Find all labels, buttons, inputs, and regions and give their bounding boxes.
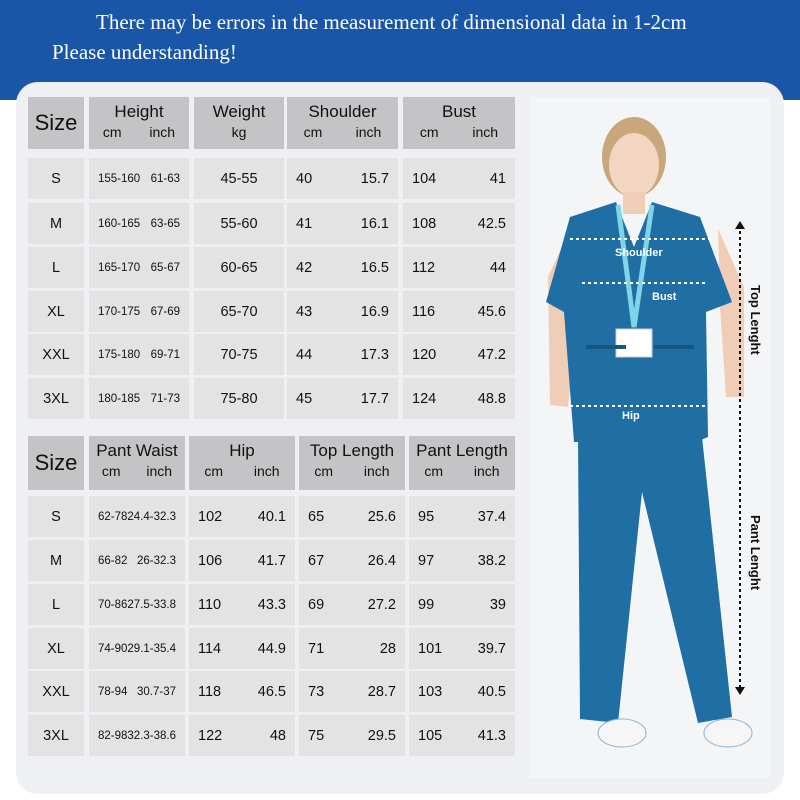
size-cell: L [28, 584, 84, 625]
column-header-title: Height [114, 102, 164, 121]
notice-line-1: There may be errors in the measurement of dimensional data in 1-2cm [96, 10, 687, 34]
cell-value-cm: 170-175 [98, 305, 141, 318]
cell-value-inch: 41 [489, 170, 506, 187]
cell-value-cm: 82-98 [98, 729, 128, 742]
cell-value-inch: 61-63 [150, 172, 180, 185]
pant-length-label: Pant Lenght [748, 515, 763, 591]
cell-value-cm: 105 [418, 727, 443, 744]
table-cell [89, 715, 185, 756]
size-cell: XXL [28, 334, 84, 375]
cell-value-inch: 39 [489, 596, 506, 613]
cell-value-cm: 40 [296, 170, 313, 187]
unit-label: inch [473, 463, 500, 479]
table-cell [189, 715, 295, 756]
cell-value-cm: 112 [412, 259, 436, 276]
size-cell: XL [28, 291, 84, 332]
model-illustration [530, 97, 771, 778]
cell-value-cm: 122 [198, 727, 223, 744]
size-cell: S [28, 158, 84, 199]
table-cell [287, 158, 398, 199]
column-header [89, 436, 185, 490]
cell-value-cm: 175-180 [98, 348, 141, 361]
unit-label: cm [101, 463, 121, 479]
table-cell [89, 584, 185, 625]
cell-value-inch: 39.7 [477, 640, 506, 657]
table-cell [89, 334, 189, 375]
cell-value-inch: 15.7 [360, 170, 389, 187]
cell-value-inch: 16.5 [360, 259, 389, 276]
table-cell [299, 628, 405, 669]
table-cell [403, 158, 515, 199]
cell-value-inch: 65-67 [150, 261, 180, 274]
cell-value-inch: 28.7 [367, 683, 396, 700]
table-cell [287, 378, 398, 419]
column-header [403, 97, 515, 149]
size-cell: L [28, 247, 84, 288]
column-header-title: Shoulder [308, 102, 377, 121]
cell-value-inch: 16.9 [360, 303, 389, 320]
cell-value-cm: 44 [296, 346, 313, 363]
cell-value-inch: 26-32.3 [136, 554, 176, 567]
unit-label: inch [146, 463, 173, 479]
cell-value-cm: 104 [412, 170, 437, 187]
cell-value-inch: 32.3-38.6 [127, 729, 177, 742]
table-cell: 75-80 [194, 378, 284, 419]
pocket-shape [654, 345, 694, 349]
cell-value-cm: 160-165 [98, 217, 141, 230]
table-cell [299, 671, 405, 712]
table-cell [189, 540, 295, 581]
table-cell [189, 671, 295, 712]
unit-label: inch [363, 463, 390, 479]
unit-label: cm [102, 124, 122, 140]
right-shoe-shape [704, 719, 752, 747]
cell-value-cm: 114 [198, 640, 222, 657]
cell-value-inch: 16.1 [360, 215, 389, 232]
cell-value-inch: 30.7-37 [136, 685, 176, 698]
column-header-title: Pant Length [416, 441, 508, 460]
cell-value-cm: 41 [296, 215, 313, 232]
table-cell [403, 334, 515, 375]
cell-value-cm: 78-94 [98, 685, 128, 698]
table-cell [409, 584, 515, 625]
cell-value-inch: 47.2 [477, 346, 506, 363]
cell-value-cm: 97 [418, 552, 435, 569]
cell-value-inch: 38.2 [477, 552, 506, 569]
table-cell [409, 715, 515, 756]
cell-value-cm: 43 [296, 303, 313, 320]
cell-value-cm: 66-82 [98, 554, 128, 567]
cell-value-cm: 110 [198, 596, 222, 613]
column-header [194, 97, 284, 149]
unit-label: cm [303, 124, 323, 140]
unit-label: cm [419, 124, 439, 140]
column-header [299, 436, 405, 490]
table-cell [89, 496, 185, 537]
cell-value-inch: 29.1-35.4 [127, 642, 177, 655]
table-cell [89, 628, 185, 669]
column-header-title: Top Length [309, 441, 395, 460]
cell-value-cm: 71 [308, 640, 325, 657]
cell-value-cm: 118 [198, 683, 222, 700]
hip-label: Hip [622, 410, 640, 422]
cell-value-inch: 41.7 [257, 552, 286, 569]
size-cell: S [28, 496, 84, 537]
cell-value-inch: 69-71 [150, 348, 180, 361]
unit-label: cm [424, 463, 444, 479]
cell-value-cm: 42 [296, 259, 313, 276]
cell-value-inch: 25.6 [367, 508, 396, 525]
table-cell: 65-70 [194, 291, 284, 332]
cell-value-inch: 17.3 [360, 346, 389, 363]
cell-value-cm: 75 [308, 727, 325, 744]
column-header-title: Bust [441, 102, 477, 121]
size-cell: M [28, 203, 84, 244]
arrow-down-icon [735, 687, 745, 695]
cell-value-inch: 29.5 [367, 727, 396, 744]
cell-value-inch: 46.5 [257, 683, 286, 700]
column-header-title: Hip [229, 441, 255, 460]
table-cell: 55-60 [194, 203, 284, 244]
cell-value-inch: 40.1 [257, 508, 286, 525]
table-cell [89, 203, 189, 244]
cell-value-cm: 74-90 [98, 642, 128, 655]
table-cell [299, 715, 405, 756]
column-header [89, 97, 189, 149]
table-cell [403, 291, 515, 332]
cell-value-inch: 26.4 [367, 552, 396, 569]
face-shape [609, 133, 659, 197]
table-cell [89, 671, 185, 712]
size-cell: 3XL [28, 378, 84, 419]
bust-label: Bust [652, 291, 677, 303]
cell-value-cm: 70-86 [98, 598, 128, 611]
table-cell [287, 291, 398, 332]
column-header-units [403, 124, 515, 140]
cell-value-inch: 40.5 [477, 683, 506, 700]
cell-value-inch: 28 [379, 640, 396, 657]
cell-value-cm: 116 [412, 303, 436, 320]
shoulder-label: Shoulder [615, 247, 663, 259]
table-cell [409, 540, 515, 581]
unit-label: inch [472, 124, 499, 140]
table-cell [287, 334, 398, 375]
column-header [409, 436, 515, 490]
column-header [287, 97, 398, 149]
column-header-title: Pant Waist [96, 441, 178, 460]
column-header-units [287, 124, 398, 140]
cell-value-cm: 180-185 [98, 392, 141, 405]
left-shoe-shape [598, 719, 646, 747]
column-header-units [194, 124, 284, 140]
cell-value-inch: 43.3 [257, 596, 286, 613]
table-cell [89, 247, 189, 288]
column-header-units [409, 463, 515, 479]
cell-value-inch: 41.3 [477, 727, 506, 744]
table-cell [299, 540, 405, 581]
size-cell: M [28, 540, 84, 581]
cell-value-inch: 27.5-33.8 [127, 598, 177, 611]
cell-value-inch: 44 [489, 259, 506, 276]
cell-value-cm: 108 [412, 215, 437, 232]
cell-value-cm: 155-160 [98, 172, 141, 185]
cell-value-inch: 48 [269, 727, 286, 744]
table-cell [403, 378, 515, 419]
table-cell [409, 671, 515, 712]
column-header-units [89, 463, 185, 479]
unit-label: cm [314, 463, 334, 479]
table-cell [189, 496, 295, 537]
table-cell [409, 628, 515, 669]
cell-value-inch: 17.7 [360, 390, 389, 407]
table-cell [409, 496, 515, 537]
pocket-shape [586, 345, 626, 349]
cell-value-inch: 45.6 [477, 303, 506, 320]
size-column-header: Size [28, 97, 84, 149]
table-cell: 70-75 [194, 334, 284, 375]
cell-value-inch: 63-65 [150, 217, 180, 230]
badge-shape [616, 329, 652, 357]
unit-label: kg [231, 124, 247, 140]
cell-value-cm: 95 [418, 508, 435, 525]
table-cell [403, 247, 515, 288]
cell-value-cm: 67 [308, 552, 325, 569]
cell-value-cm: 101 [418, 640, 443, 657]
table-cell [287, 203, 398, 244]
cell-value-inch: 37.4 [477, 508, 506, 525]
table-cell [89, 540, 185, 581]
cell-value-inch: 42.5 [477, 215, 506, 232]
table-cell [89, 291, 189, 332]
column-header-units [189, 463, 295, 479]
column-header-title: Weight [212, 102, 266, 121]
table-cell: 45-55 [194, 158, 284, 199]
table-cell [287, 247, 398, 288]
unit-label: cm [204, 463, 224, 479]
table-cell [89, 378, 189, 419]
size-cell: 3XL [28, 715, 84, 756]
column-header [189, 436, 295, 490]
cell-value-cm: 62-78 [98, 510, 128, 523]
cell-value-inch: 67-69 [150, 305, 180, 318]
cell-value-cm: 65 [308, 508, 325, 525]
arrow-up-icon [735, 221, 745, 229]
size-cell: XL [28, 628, 84, 669]
cell-value-cm: 73 [308, 683, 325, 700]
scrub-pants-shape [578, 437, 732, 723]
notice-line-2: Please understanding! [52, 40, 237, 64]
unit-label: inch [253, 463, 280, 479]
cell-value-cm: 45 [296, 390, 313, 407]
size-cell: XXL [28, 671, 84, 712]
cell-value-cm: 103 [418, 683, 443, 700]
cell-value-cm: 69 [308, 596, 325, 613]
column-header-units [299, 463, 405, 479]
table-cell [403, 203, 515, 244]
cell-value-cm: 165-170 [98, 261, 141, 274]
cell-value-cm: 99 [418, 596, 435, 613]
cell-value-cm: 102 [198, 508, 223, 525]
table-cell [189, 628, 295, 669]
table-cell [89, 158, 189, 199]
unit-label: inch [149, 124, 176, 140]
table-cell [299, 584, 405, 625]
size-column-header: Size [28, 436, 84, 490]
neck-shape [623, 192, 645, 214]
table-cell: 60-65 [194, 247, 284, 288]
unit-label: inch [355, 124, 382, 140]
column-header-units [89, 124, 189, 140]
cell-value-cm: 124 [412, 390, 437, 407]
model-photo [530, 97, 771, 778]
cell-value-inch: 24.4-32.3 [127, 510, 177, 523]
cell-value-inch: 71-73 [150, 392, 180, 405]
top-length-label: Top Lenght [748, 285, 763, 355]
cell-value-inch: 48.8 [477, 390, 506, 407]
cell-value-cm: 106 [198, 552, 223, 569]
table-cell [189, 584, 295, 625]
cell-value-inch: 27.2 [367, 596, 396, 613]
cell-value-cm: 120 [412, 346, 437, 363]
table-cell [299, 496, 405, 537]
cell-value-inch: 44.9 [257, 640, 286, 657]
